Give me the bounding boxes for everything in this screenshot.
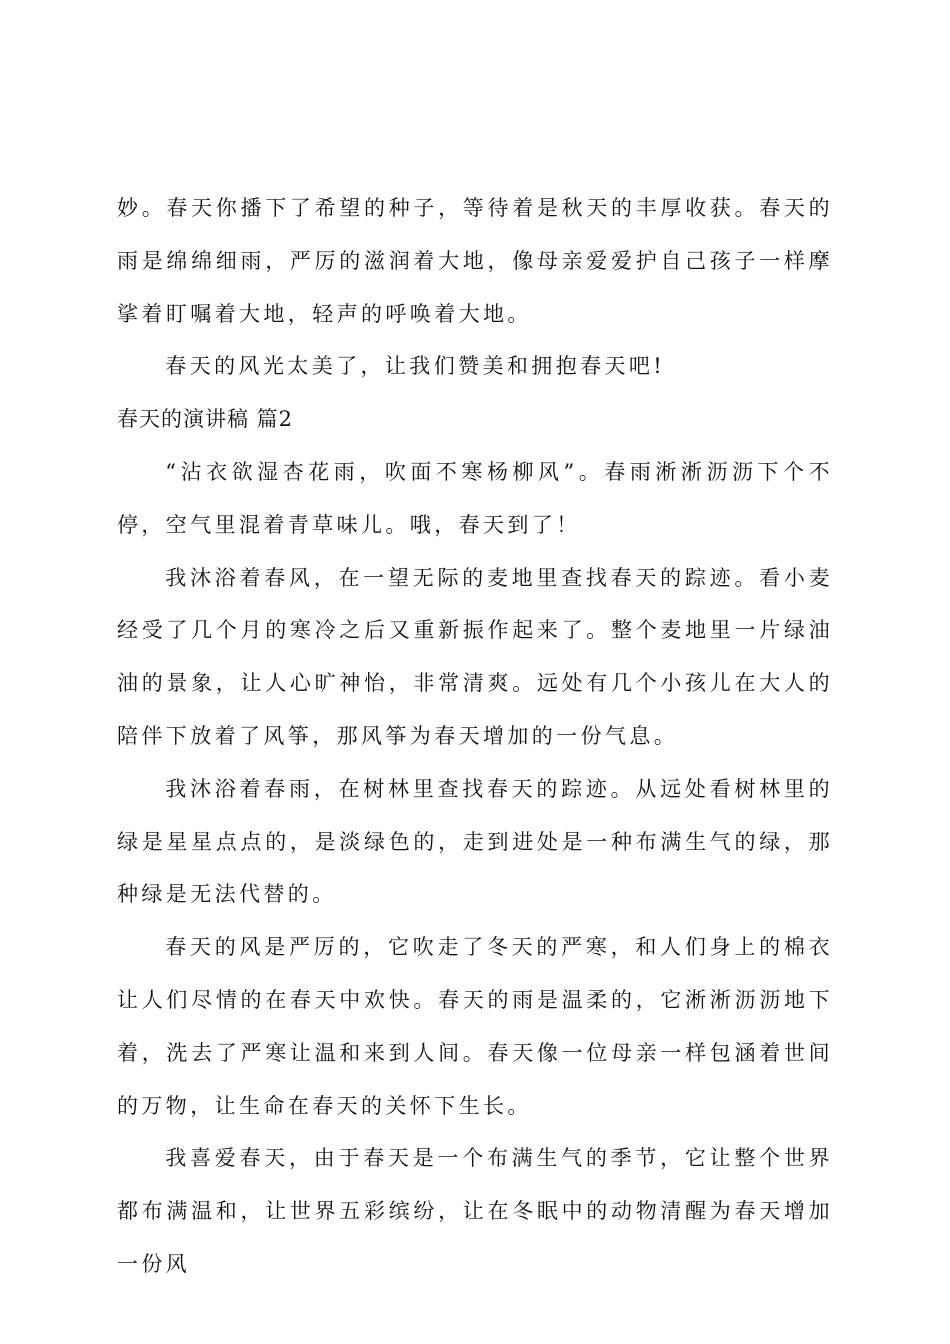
paragraph-continuation: 妙。春天你播下了希望的种子，等待着是秋天的丰厚收获。春天的雨是绵绵细雨，严厉的滋润着大地，像母亲爱爱护自己孩子一样摩挲着盯嘱着大地，轻声的呼唤着大地。 (117, 196, 833, 326)
paragraph-wind-and-rain: 春天的风是严厉的，它吹走了冬天的严寒，和人们身上的棉衣让人们尽情的在春天中欢快。春天的雨是温柔的，它淅淅沥沥地下着，洗去了严寒让温和来到人间。春天像一位母亲一样包涵着世间的万物，让生命在春天的关怀下生长。 (117, 935, 833, 1118)
paragraph-spring-wind: 我沐浴着春风，在一望无际的麦地里查找春天的踪迹。看小麦经受了几个月的寒冷之后又重新振作起来了。整个麦地里一片绿油油的景象，让人心旷神怡，非常清爽。远处有几个小孩儿在大人的陪伴下放着了风筝，那风筝为春天增加的一份气息。 (117, 565, 833, 748)
paragraph-poem-quote: “沾衣欲湿杏花雨，吹面不寒杨柳风”。春雨淅淅沥沥下个不停，空气里混着青草味儿。哦，春天到了！ (117, 459, 833, 537)
document-body (117, 182, 833, 1291)
paragraph-love-spring: 我喜爱春天，由于春天是一个布满生气的季节，它让整个世界都布满温和，让世界五彩缤纷，让在冬眠中的动物清醒为春天增加一份风 (117, 1146, 833, 1276)
section-heading: 春天的演讲稿 篇2 (117, 407, 294, 432)
paragraph-spring-rain: 我沐浴着春雨，在树林里查找春天的踪迹。从远处看树林里的绿是星星点点的，是淡绿色的，走到进处是一种布满生气的绿，那种绿是无法代替的。 (117, 776, 833, 907)
paragraph-closing-line: 春天的风光太美了，让我们赞美和拥抱春天吧! (165, 354, 666, 379)
